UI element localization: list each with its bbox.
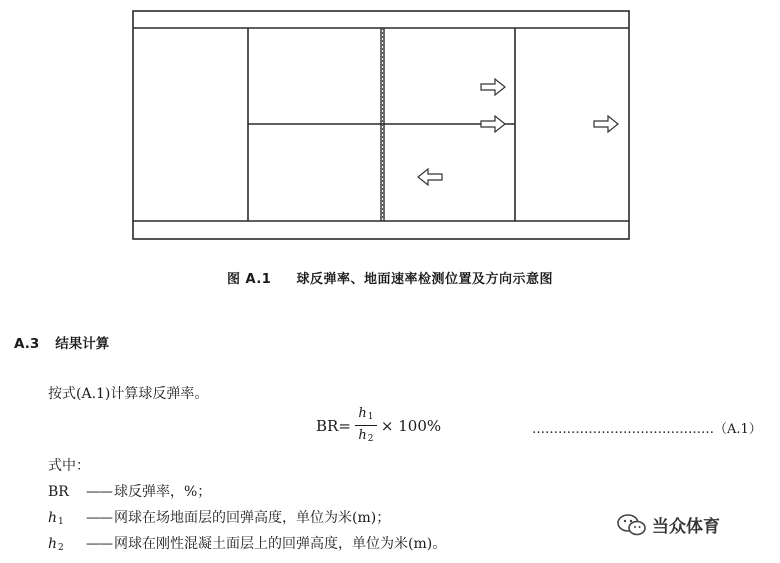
formula (316, 407, 441, 444)
arrow-right-icon (481, 79, 505, 95)
section-heading (14, 332, 109, 352)
formula-factor: 100% (398, 416, 442, 435)
arrow-right-icon (481, 116, 505, 132)
definition-text: 网球在刚性混凝土面层上的回弹高度，单位为米(m)。 (114, 536, 447, 552)
court-diagram (0, 0, 780, 260)
formula-equals: = (338, 416, 351, 435)
wechat-icon (616, 513, 648, 537)
definition-h1: $h_1$ —— 网球在场地面层的回弹高度，单位为米(m)； (48, 510, 391, 527)
equation-reference: ……………………………………（A.1） (532, 422, 762, 437)
section-title: 结果计算 (55, 336, 110, 352)
definition-symbol: $h_1$ (48, 510, 64, 527)
watermark (616, 512, 720, 537)
caption-text: 球反弹率、地面速率检测位置及方向示意图 (296, 272, 553, 287)
formula-fraction (355, 407, 377, 444)
definition-symbol: BR (48, 484, 69, 500)
fraction-numerator: $h_1$ (358, 406, 374, 422)
fraction-denominator: $h_2$ (358, 428, 374, 444)
definition-text: 网球在场地面层的回弹高度，单位为米(m)； (114, 510, 391, 526)
definition-symbol: $h_2$ (48, 536, 64, 553)
figure-caption (0, 268, 780, 287)
section-number: A.3 (14, 336, 40, 352)
watermark-text: 当众体育 (652, 517, 720, 537)
definition-h2: $h_2$ —— 网球在刚性混凝土面层上的回弹高度，单位为米(m)。 (48, 536, 447, 553)
net-line (381, 28, 384, 221)
where-label: 式中： (48, 458, 90, 474)
arrow-left-icon (418, 169, 442, 185)
formula-times: × (380, 416, 394, 435)
formula-lhs: BR (316, 416, 339, 435)
intro-text: 按式(A.1)计算球反弹率。 (48, 386, 209, 402)
definition-br: BR —— 球反弹率，%； (48, 484, 212, 500)
caption-label: 图 A.1 (227, 272, 272, 287)
arrow-right-icon (594, 116, 618, 132)
fraction-bar (355, 425, 377, 426)
definition-text: 球反弹率，%； (114, 484, 212, 500)
